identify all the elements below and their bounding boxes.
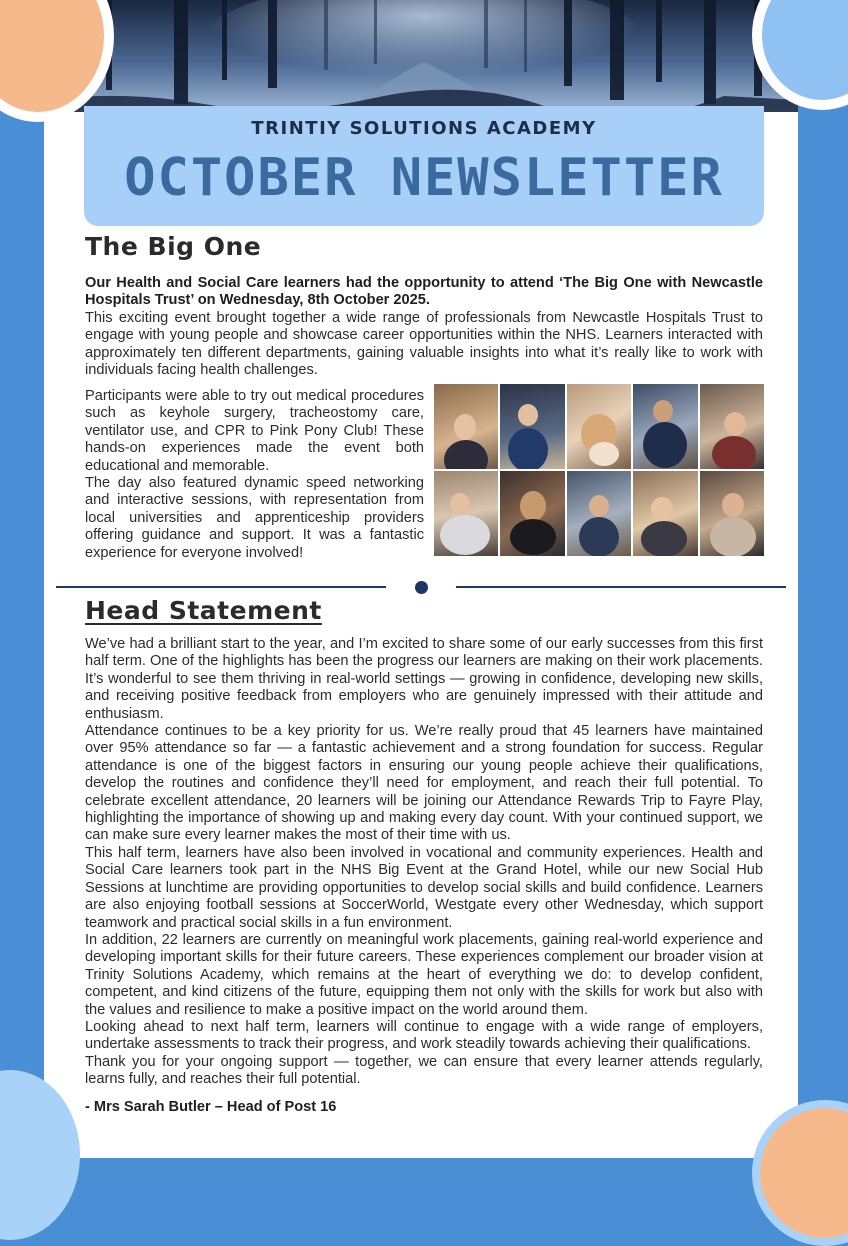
big-one-paragraph-1: This exciting event brought together a wide range of professionals from Newcastle Hospitals Trust to engage with young people and showcase career opportunities within the NHS. Learners interacted with approximately ten different departments, gaining valuable insights into what it’s really like to work with individuals facing health challenges. (85, 309, 763, 379)
event-photo (633, 471, 697, 556)
head-statement-paragraph-5: Looking ahead to next half term, learners will continue to engage with a wide range of employers, undertake assessments to track their progress, and work steadily towards achieving their qualifications. (85, 1018, 763, 1053)
head-statement-paragraph-6: Thank you for your ongoing support — together, we can ensure that every learner attends regularly, learns fully, and reaches their full potential. (85, 1053, 763, 1088)
forest-illustration (44, 0, 798, 112)
event-photo (567, 471, 631, 556)
big-one-heading: The Big One (85, 232, 262, 261)
event-photo (434, 471, 498, 556)
section-divider-left (56, 586, 386, 588)
forest-header-image (44, 0, 798, 112)
event-photo (434, 384, 498, 469)
big-one-paragraph-2: Participants were able to try out medical procedures such as keyhole surgery, tracheostomy care, ventilator use, and CPR to Pink Pony Club! These hands-on experiences made the event both educational and memorable. (85, 388, 424, 474)
signature: - Mrs Sarah Butler – Head of Post 16 (85, 1098, 337, 1115)
big-one-intro (85, 275, 763, 379)
head-statement-paragraph-2: Attendance continues to be a key priority for us. We’re really proud that 45 learners have maintained over 95% attendance so far — a fantastic achievement and a strong foundation for success. Regular attendance is one of the biggest factors in ensuring our young people achieve their qualifications, develop the routines and confidence they’ll need for employment, and reach their full potential. To celebrate excellent attendance, 20 learners will be joining our Attendance Rewards Trip to Fayre Play, highlighting the importance of showing up and making every day count. With your continued support, we can make sure every learner makes the most of their time with us. (85, 723, 763, 844)
big-one-paragraph-3: The day also featured dynamic speed networking and interactive sessions, with representation from local universities and apprenticeship providers offering guidance and support. It was a fantastic experience for everyone involved! (85, 475, 424, 561)
event-photo (700, 471, 764, 556)
head-statement-paragraph-1: We’ve had a brilliant start to the year, and I’m excited to share some of our early successes from this first half term. One of the highlights has been the progress our learners are making on their work placements. It’s wonderful to see them thriving in real-world settings — growing in confidence, developing new skills, and receiving positive feedback from employers who are genuinely impressed with their attitude and enthusiasm. (85, 636, 763, 722)
section-divider-dot (415, 581, 428, 594)
big-one-side-text (85, 388, 424, 562)
title-banner (84, 106, 764, 226)
section-divider-right (456, 586, 786, 588)
head-statement-paragraph-4: In addition, 22 learners are currently on meaningful work placements, gaining real-world experience and developing important skills for their future careers. These experiences complement our broader vision at Trinity Solutions Academy, which remains at the heart of everything we do: to develop confident, competent, and kind citizens of the future, equipping them not only with the skills for work but also with the values and resilience to make a positive impact on the world around them. (85, 931, 763, 1018)
school-name: TRINTIY SOLUTIONS ACADEMY (251, 118, 597, 139)
big-one-lead: Our Health and Social Care learners had the opportunity to attend ‘The Big One with Newcastle Hospitals Trust’ on Wednesday, 8th October 2025. (85, 275, 763, 309)
newsletter-title: OCTOBER NEWSLETTER (124, 148, 724, 208)
event-photo (633, 384, 697, 469)
event-photo-collage (434, 384, 764, 556)
event-photo (500, 471, 564, 556)
event-photo (567, 384, 631, 469)
event-photo (500, 384, 564, 469)
head-statement-paragraph-3: This half term, learners have also been involved in vocational and community experiences. Health and Social Care learners took part in the NHS Big Event at the Grand Hotel, while our new Social Hub Sessions at lunchtime are providing opportunities to develop social skills and build confidence. Learners are also enjoying football sessions at SoccerWorld, Westgate every other Wednesday, which support teamwork and practical social skills in a fun environment. (85, 844, 763, 931)
head-statement-body (85, 636, 763, 1116)
event-photo (700, 384, 764, 469)
head-statement-heading: Head Statement (85, 596, 322, 625)
